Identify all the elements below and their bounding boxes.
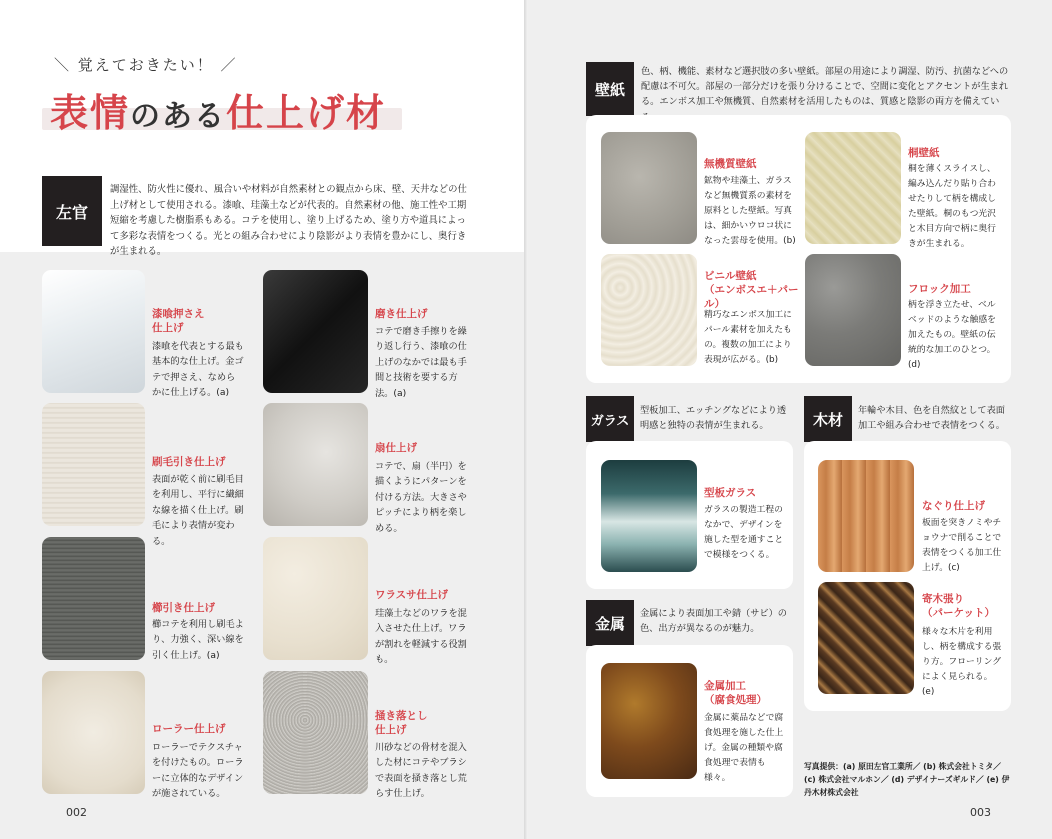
kabegami-item-title: フロック加工 [908,283,971,295]
paulownia-wallpaper-swatch [805,132,901,244]
page-subtitle: ＼ 覚えておきたい！ ／ [54,56,238,74]
photo-credit: 写真提供：(a) 原田左官工業所／ (b) 株式会社トミタ／ (c) 株式会社マルホン／ (d) デザイナーズギルド／ (e) 伊丹木材株式会社 [804,762,1010,797]
sakan-item-title: 櫛引き仕上げ [152,602,215,614]
kabegami-item-desc: 精巧なエンボス加工にパール素材を加えたもの。複数の加工により表現が広がる。(b) [704,310,792,365]
sakan-item-title: 磨き仕上げ [375,308,428,320]
vinyl-wallpaper-swatch [601,254,697,366]
title-part-3: 仕上げ材 [226,90,387,135]
patterned-glass-swatch [601,460,697,572]
polished-black-swatch [263,270,368,393]
brush-stroke-swatch [42,403,145,526]
adze-finish-swatch [818,460,914,572]
scratched-aggregate-swatch [263,671,368,794]
wood-item-title: 寄木張り （パーケット） [922,593,995,619]
sakan-item-title: 漆喰押さえ 仕上げ [152,308,205,334]
fan-pattern-swatch [263,403,368,526]
sakan-item-desc: 櫛コテを利用し刷毛より、力強く、深い線を引く仕上げ。(a) [152,619,244,661]
roller-texture-swatch [42,671,145,794]
sakan-item-desc: コテで、扇（半円）を描くようにパターンを付ける方法。大きさやピッチにより柄を楽しめる。 [375,461,467,534]
kabegami-item-title: ビニル壁紙 （エンボスエ＋パール） [704,270,799,310]
kabegami-item-title: 桐壁紙 [908,147,940,159]
kabegami-item-desc: 桐を薄くスライスし、編み込んだり貼り合わせたりして柄を構成した壁紙。桐のもつ光沢と木目方向で柄に奥行きが生まれる。 [908,164,996,249]
sakan-item-title: ローラー仕上げ [152,723,226,735]
flock-wallpaper-swatch [805,254,901,366]
sakan-item-desc: 川砂などの骨材を混入した材にコテやブラシで表面を掻き落とし荒らす仕上げ。 [375,742,467,800]
glass-item-desc: ガラスの製造工程のなかで、デザインを施した型を通すことで模様をつくる。 [704,505,784,560]
page-title [50,82,386,137]
wood-item-title: なぐり仕上げ [922,500,985,512]
page-spine [524,0,528,839]
page-number-right: 003 [970,806,991,819]
comb-line-swatch [42,537,145,660]
parquet-swatch [818,582,914,694]
corroded-metal-swatch [601,663,697,779]
sakan-item-title: 扇仕上げ [375,442,417,454]
wood-item-desc: 様々な木片を利用し、柄を構成する張り方。フローリングによく見られる。(e) [922,627,1002,697]
kabegami-item-desc: 柄を浮き立たせ、ベルベッドのような触感を加えたもの。壁紙の伝統的な加工のひとつ。(d) [908,300,996,370]
sakan-item-desc: 珪藻土などのワラを混入させた仕上げ。ワラが割れを軽減する役割も。 [375,608,467,666]
metal-item-desc: 金属に薬品などで腐食処理を施した仕上げ。金属の種類や腐食処理で表情も様々。 [704,713,784,783]
sakan-item-title: 刷毛引き仕上げ [152,456,226,468]
wood-intro: 年輪や木目、色を自然紋として表面加工や組み合わせで表情をつくる。 [858,405,1005,432]
title-part-2: のある [130,99,227,134]
kabegami-intro: 色、柄、機能、素材など選択肢の多い壁紙。部屋の用途により調湿、防汚、抗菌などへの配慮は不可欠。部屋の一部分だけを張り分けることで、空間に変化とアクセントが生まれる。エンボス加工や無機質、自然素材を活用したものは、質感と陰影の両方を備えてい [641,66,1009,108]
sakan-item-title: ワラスサ仕上げ [375,589,448,601]
sakan-tag: 左官 [42,176,102,246]
metal-tag: 金属 [586,600,634,646]
straw-fiber-swatch [263,537,368,660]
glass-tag: ガラス [586,396,634,442]
wood-tag: 木材 [804,396,852,442]
metal-intro: 金属により表面加工や錆（サビ）の色、出方が異なるのが魅力。 [640,608,787,635]
sakan-item-desc: コテで磨き手擦りを繰り返し行う、漆喰の仕上げのなかでは最も手間と技術を要する方法。(a) [375,326,467,399]
wood-item-desc: 板面を突きノミやチョウナで削ることで表情をつくる加工仕上げ。(c) [922,518,1002,573]
glass-item-title: 型板ガラス [704,487,757,499]
inorganic-wallpaper-swatch [601,132,697,244]
sakan-item-desc: 漆喰を代表とする最も基本的な仕上げ。金ゴテで押さえ、なめらかに仕上げる。(a) [152,341,244,399]
page-number-left: 002 [66,806,87,819]
metal-item-title: 金属加工 （腐食処理） [704,680,767,706]
kabegami-tag: 壁紙 [586,62,634,116]
plaster-smooth-swatch [42,270,145,393]
sakan-intro: 調湿性、防火性に優れ、風合いや材料が自然素材との観点から床、壁、天井などの仕上げ材として使用される。漆喰、珪藻土などが代表的。自然素材の他、施工性や工期短縮を考慮した樹脂系もある。コテを使用し、塗り上げるため、塗り方や道具によって多彩な表情をつくる。光との組み合わせにより陰影がより表情を豊かにし、奥行きが生まれる。 [110,184,467,258]
kabegami-item-desc: 鉱物や珪藻土、ガラスなど無機質系の素材を原料とした壁紙。写真は、細かいウロコ状になった雲母を使用。(b) [704,176,796,246]
kabegami-item-title: 無機質壁紙 [704,158,757,170]
sakan-item-title: 掻き落とし 仕上げ [375,710,428,736]
title-part-1: 表情 [50,90,131,135]
sakan-item-desc: ローラーでテクスチャを付けたもの。ローラーに立体的なデザインが施されている。 [152,742,244,800]
glass-intro: 型板加工、エッチングなどにより透明感と独特の表情が生まれる。 [640,405,787,432]
sakan-item-desc: 表面が乾く前に刷毛目を利用し、平行に繊細な線を描く仕上げ。刷毛により表情が変わる。 [152,474,244,547]
